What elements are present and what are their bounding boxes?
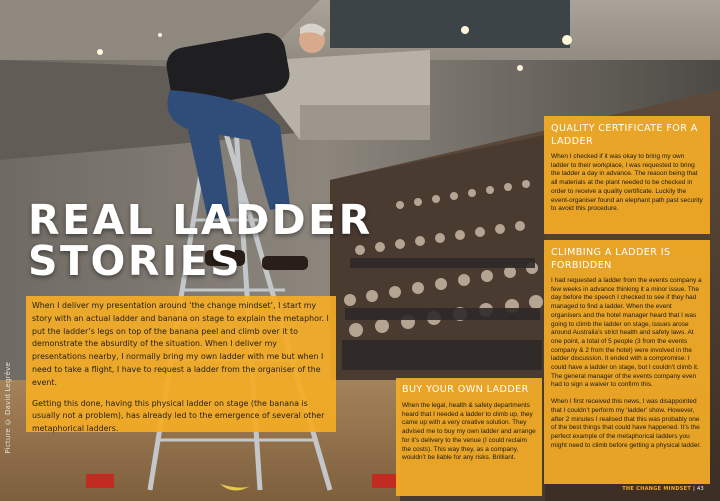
page-number: | 43	[693, 486, 704, 492]
quality-certificate-panel	[544, 116, 710, 234]
quality-certificate-heading: QUALITY CERTIFICATE FOR A LADDER	[551, 123, 698, 147]
page-footer	[622, 486, 704, 492]
intro-paragraph-2: Getting this done, having this physical ladder on stage (the banana is usually not a problem), has already led to the emergence of several other metaphorical ladders.	[32, 398, 325, 434]
photo-credit: Picture © David Legrève	[4, 362, 12, 454]
intro-box	[26, 296, 336, 432]
climbing-forbidden-heading: CLIMBING A LADDER IS FORBIDDEN	[551, 247, 671, 271]
buy-own-ladder-panel	[396, 378, 542, 496]
title-line-2: STORIES	[28, 237, 243, 285]
buy-own-ladder-heading: BUY YOUR OWN LADDER	[402, 384, 529, 395]
quality-certificate-text: When I checked if it was okay to bring my own ladder to their workplace, I was requested to bring the ladder a day in advance. The reason being that all materials at the plant needed to be checked in order to receive a quality certificate. Luckily the event-organiser found an elephant path past security to avoid this procedure.	[551, 153, 703, 213]
climbing-forbidden-paragraph-1: I had requested a ladder from the events company a few weeks in advance thinking it a minor issue. The day before the speech I checked to see if they had managed to find a ladder. When the event organisers and the hotel manager heard that I was going to climb the ladder on stage, issues arose around Australia’s strict health and safety laws. At one point, a total of 5 people (3 from the events company & 2 from the hotel) were involved in the ladder discussion. It ended with a compromise: I could have a ladder on stage, but I couldn’t climb it. The general manager of the events company even had to sign a waiver to confirm this.	[551, 277, 702, 389]
publication-name: THE CHANGE MINDSET	[622, 486, 692, 492]
page-title	[28, 196, 373, 285]
climbing-forbidden-panel	[544, 240, 710, 484]
intro-paragraph-1: When I deliver my presentation around ‘the change mindset’, I start my story with an actual ladder and banana on stage to explain the metaphor. I put the ladder’s legs on top of the banana peel and climb over it to demonstrate the absurdity of the situation. When I deliver my presentations nearby, I normally bring my own ladder with me but when I need to take a flight, I have to request a ladder from the organiser of the event.	[32, 301, 329, 387]
buy-own-ladder-text: When the legal, health & safety departments heard that I needed a ladder to climb up, they came up with a very creative solution. They advised me to buy my own ladder and arrange for it’s delivery to the venue (I could reclaim the costs). This way they, as a company, wouldn’t be liable for any risks. Brilliant.	[402, 402, 536, 462]
title-line-1: REAL LADDER	[28, 196, 373, 244]
climbing-forbidden-paragraph-2: When I first received this news, I was disappointed that I couldn’t perform my ‘ladder’ show. However, after 2 minutes I realised that this was probably one of the best things that could have happened. It’s the perfect example of the metaphorical ladders you might need to climb before getting a physical ladder.	[551, 398, 701, 449]
